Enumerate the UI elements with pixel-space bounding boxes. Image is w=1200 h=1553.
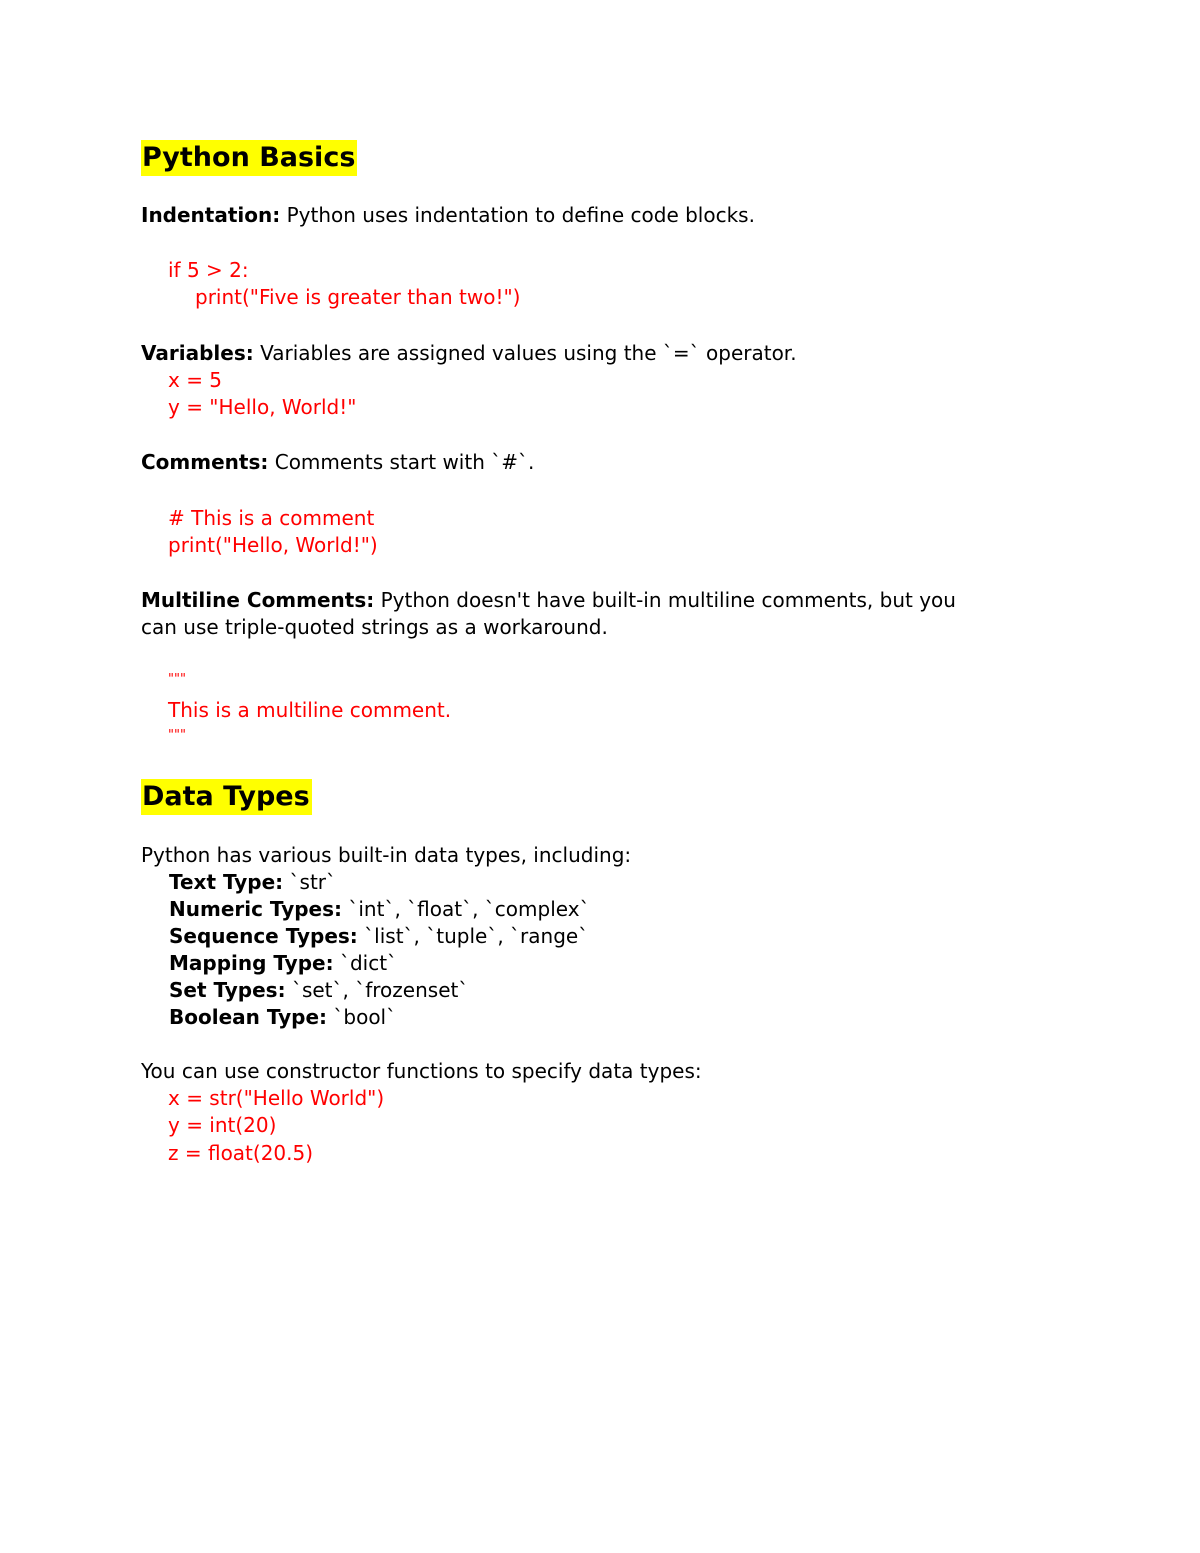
type-label: Sequence Types: [169,924,358,948]
code-line: y = "Hello, World!" [168,395,357,419]
constructor-intro: You can use constructor functions to specify data types: [141,1059,702,1083]
comments-label: Comments: [141,450,269,474]
section-heading-python-basics: Python Basics [141,140,357,176]
type-label: Text Type: [169,870,284,894]
type-label: Boolean Type: [169,1005,328,1029]
type-value: `set`, `frozenset` [285,978,469,1002]
code-line: if 5 > 2: [168,258,249,282]
list-item [169,923,588,950]
code-line: z = float(20.5) [168,1141,314,1165]
code-line: y = int(20) [168,1113,277,1137]
type-label: Mapping Type: [169,951,334,975]
list-item [169,896,590,923]
code-line: """ [168,672,186,687]
indentation-text: Python uses indentation to define code blocks. [280,203,755,227]
data-types-intro: Python has various built-in data types, including: [141,843,632,867]
list-item [169,977,468,1004]
variables-paragraph [141,340,797,367]
multiline-paragraph [141,587,956,614]
type-value: `list`, `tuple`, `range` [357,924,589,948]
indentation-label: Indentation: [141,203,281,227]
code-line: """ [168,728,186,743]
code-line: This is a multiline comment. [168,698,452,722]
multiline-label: Multiline Comments: [141,588,375,612]
type-value: `str` [283,870,337,894]
code-line: # This is a comment [168,506,375,530]
type-label: Numeric Types: [169,897,343,921]
list-item [169,950,397,977]
code-line: print("Hello, World!") [168,533,378,557]
type-label: Set Types: [169,978,286,1002]
variables-text: Variables are assigned values using the `=` operator. [253,341,797,365]
comments-paragraph [141,449,534,476]
list-item [169,1004,396,1031]
list-item [169,869,336,896]
indentation-paragraph [141,202,755,229]
code-line: x = 5 [168,368,223,392]
multiline-text-line1: Python doesn't have built-in multiline comments, but you [374,588,956,612]
comments-text: Comments start with `#`. [268,450,535,474]
type-value: `bool` [327,1005,397,1029]
section-heading-data-types: Data Types [141,779,312,815]
code-line: print("Five is greater than two!") [195,285,521,309]
variables-label: Variables: [141,341,254,365]
multiline-text-line2: can use triple-quoted strings as a workaround. [141,615,608,639]
code-line: x = str("Hello World") [168,1086,385,1110]
type-value: `int`, `float`, `complex` [342,897,590,921]
type-value: `dict` [333,951,398,975]
